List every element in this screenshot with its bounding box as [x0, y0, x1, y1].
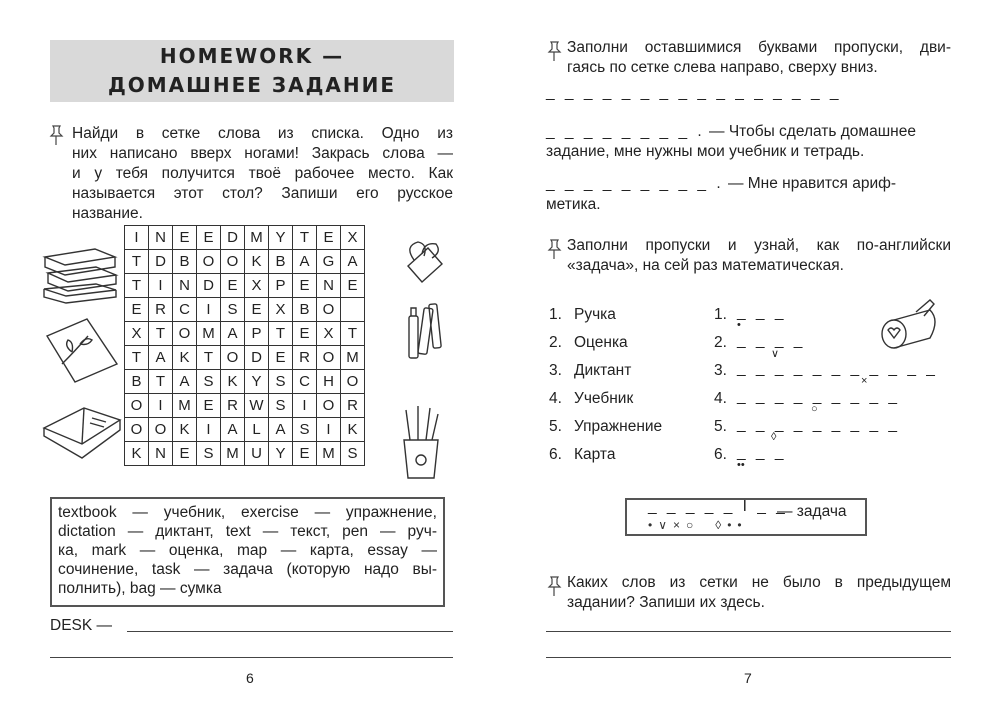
- grid-cell[interactable]: M: [197, 322, 221, 346]
- grid-cell[interactable]: I: [197, 298, 221, 322]
- grid-cell[interactable]: X: [341, 226, 365, 250]
- answer-symbols: [648, 518, 748, 532]
- grid-cell[interactable]: X: [269, 298, 293, 322]
- task1-line: Заполни оставшимися буквами пропуски, дви-: [567, 39, 951, 56]
- answer-number: 5.: [714, 418, 727, 435]
- grid-cell[interactable]: P: [269, 274, 293, 298]
- instruction-line: них написано вверх ногами! Закрась слова —: [72, 145, 453, 162]
- fill-blanks[interactable]: _ _ _ _ _ _ _ _ _ .: [546, 175, 724, 192]
- grid-row: [125, 442, 365, 466]
- letter-marker: ◊: [771, 431, 777, 443]
- pushpin-icon: [545, 238, 563, 260]
- grid-cell[interactable]: C: [293, 370, 317, 394]
- grid-cell[interactable]: T: [125, 274, 149, 298]
- grid-cell[interactable]: T: [125, 250, 149, 274]
- grid-cell[interactable]: T: [149, 322, 173, 346]
- symbol-x: ×: [673, 518, 687, 532]
- grid-cell[interactable]: A: [341, 250, 365, 274]
- grid-cell[interactable]: E: [221, 274, 245, 298]
- vocab-line: ка, mark — оценка, map — карта, essay —: [58, 542, 437, 559]
- answer-blanks[interactable]: _ _ _ _: [737, 332, 806, 349]
- grid-cell[interactable]: N: [317, 274, 341, 298]
- grid-cell[interactable]: E: [317, 226, 341, 250]
- task3-text: [567, 573, 951, 613]
- grid-cell[interactable]: C: [173, 298, 197, 322]
- instruction-line: название.: [72, 205, 143, 222]
- answer-blanks[interactable]: _ _ _: [737, 444, 787, 461]
- word-number: 4.: [549, 390, 562, 407]
- word-number: 5.: [549, 418, 562, 435]
- grid-cell[interactable]: K: [341, 418, 365, 442]
- grid-cell[interactable]: T: [149, 370, 173, 394]
- grid-cell[interactable]: E: [293, 442, 317, 466]
- grid-cell[interactable]: Y: [269, 226, 293, 250]
- instruction-line: называется этот стол? Запиши его русское: [72, 185, 453, 202]
- grid-cell[interactable]: S: [197, 370, 221, 394]
- pencil-case-icon: [876, 298, 946, 353]
- grid-cell[interactable]: A: [221, 322, 245, 346]
- grid-cell[interactable]: N: [173, 274, 197, 298]
- grid-cell[interactable]: W: [245, 394, 269, 418]
- grid-cell[interactable]: O: [317, 394, 341, 418]
- grid-cell[interactable]: E: [341, 274, 365, 298]
- grid-cell[interactable]: R: [341, 394, 365, 418]
- answer-line[interactable]: [546, 657, 951, 658]
- grid-cell[interactable]: E: [197, 394, 221, 418]
- grid-cell[interactable]: D: [197, 274, 221, 298]
- pencil-cup-icon: [398, 402, 443, 482]
- grid-cell[interactable]: O: [125, 418, 149, 442]
- instruction-line: Найди в сетке слова из списка. Одно из: [72, 125, 453, 142]
- page-number-left: 6: [246, 670, 254, 686]
- grid-cell[interactable]: H: [317, 370, 341, 394]
- vocab-line: сочинение, task — задача (которую надо вы-: [58, 561, 437, 578]
- answer-number: 1.: [714, 306, 727, 323]
- grid-cell[interactable]: D: [245, 346, 269, 370]
- grid-cell[interactable]: S: [197, 442, 221, 466]
- answer-number: 2.: [714, 334, 727, 351]
- grid-cell[interactable]: S: [293, 418, 317, 442]
- title-line-2: ДОМАШНЕЕ ЗАДАНИЕ: [107, 73, 397, 97]
- symbol-diamond: ◊: [715, 518, 728, 532]
- grid-cell[interactable]: K: [245, 250, 269, 274]
- grid-cell[interactable]: O: [149, 418, 173, 442]
- letter-marker: ×: [861, 375, 868, 387]
- word-number: 3.: [549, 362, 562, 379]
- answer-blanks[interactable]: _ _ _: [737, 304, 787, 321]
- grid-cell[interactable]: K: [125, 442, 149, 466]
- grid-cell[interactable]: K: [173, 346, 197, 370]
- symbol-double-dot: ••: [727, 518, 748, 532]
- grid-row: [125, 274, 365, 298]
- fill-line-5: метика.: [546, 196, 601, 213]
- grid-cell[interactable]: O: [341, 370, 365, 394]
- grid-cell[interactable]: T: [197, 346, 221, 370]
- letter-marker: ••: [737, 459, 745, 471]
- grid-cell[interactable]: O: [173, 322, 197, 346]
- desk-answer-line[interactable]: [127, 631, 453, 632]
- grid-cell[interactable]: T: [293, 226, 317, 250]
- pushpin-icon: [545, 575, 563, 597]
- title-line-1: HOMEWORK —: [159, 44, 345, 68]
- task3-line: задании? Запиши их здесь.: [567, 594, 765, 611]
- grid-cell[interactable]: O: [221, 250, 245, 274]
- binder-clip-icon: [402, 238, 447, 288]
- pushpin-icon: [545, 40, 563, 62]
- markers-icon: [404, 298, 444, 363]
- grid-cell[interactable]: R: [221, 394, 245, 418]
- answer-blanks[interactable]: _ _ _ _ _ _ _ _ _ _ _: [737, 360, 938, 377]
- grid-cell[interactable]: E: [197, 226, 221, 250]
- grid-cell[interactable]: G: [317, 250, 341, 274]
- grid-cell[interactable]: P: [245, 322, 269, 346]
- grid-cell[interactable]: L: [245, 418, 269, 442]
- task3-line: Каких слов из сетки не было в предыдущем: [567, 574, 951, 591]
- grid-cell[interactable]: D: [149, 250, 173, 274]
- grid-cell[interactable]: B: [293, 298, 317, 322]
- task2-line: Заполни пропуски и узнай, как по-английски: [567, 237, 951, 254]
- grid-cell[interactable]: O: [197, 250, 221, 274]
- grid-cell[interactable]: K: [173, 418, 197, 442]
- grid-cell[interactable]: I: [317, 418, 341, 442]
- vocab-line: textbook — учебник, exercise — упражнение,: [58, 504, 437, 521]
- grid-cell[interactable]: E: [173, 226, 197, 250]
- grid-cell[interactable]: A: [149, 346, 173, 370]
- vocabulary-box: [50, 497, 445, 607]
- grid-cell[interactable]: D: [221, 226, 245, 250]
- grid-cell[interactable]: K: [221, 370, 245, 394]
- grid-cell[interactable]: M: [341, 346, 365, 370]
- grid-row: [125, 370, 365, 394]
- grid-cell[interactable]: N: [149, 226, 173, 250]
- instruction-text: [72, 124, 453, 224]
- grid-cell[interactable]: A: [293, 250, 317, 274]
- grid-cell[interactable]: E: [245, 298, 269, 322]
- grid-row: [125, 322, 365, 346]
- grid-cell[interactable]: B: [173, 250, 197, 274]
- task1-line: гаясь по сетке слева направо, сверху вниз.: [567, 59, 878, 76]
- answer-blanks[interactable]: _ _ _ _ _ I _ _: [648, 498, 788, 515]
- grid-cell[interactable]: E: [293, 322, 317, 346]
- vocab-line: полнить), bag — сумка: [58, 580, 222, 597]
- answer-number: 4.: [714, 390, 727, 407]
- grid-cell[interactable]: Y: [269, 442, 293, 466]
- grid-cell[interactable]: O: [125, 394, 149, 418]
- pushpin-icon: [47, 124, 65, 146]
- grid-cell[interactable]: X: [245, 274, 269, 298]
- grid-row: [125, 250, 365, 274]
- instruction-line: и у тебя получится твоё рабочее место. Как: [72, 165, 453, 182]
- grid-cell[interactable]: E: [125, 298, 149, 322]
- answer-line[interactable]: [50, 657, 453, 658]
- grid-cell[interactable]: B: [125, 370, 149, 394]
- answer-label: — задача: [777, 503, 847, 520]
- grid-cell[interactable]: E: [269, 346, 293, 370]
- grid-cell[interactable]: [341, 298, 365, 322]
- grid-row: [125, 394, 365, 418]
- grid-cell[interactable]: R: [149, 298, 173, 322]
- grid-cell[interactable]: R: [293, 346, 317, 370]
- grid-cell[interactable]: O: [317, 298, 341, 322]
- word-search-grid: [124, 225, 365, 466]
- grid-cell[interactable]: E: [293, 274, 317, 298]
- answer-blanks[interactable]: _ _ _ _ _ _ _ _ _: [737, 388, 901, 405]
- open-book-icon: [40, 400, 125, 465]
- letter-marker: ∨: [771, 348, 780, 360]
- grid-cell[interactable]: A: [173, 370, 197, 394]
- symbol-dot: •: [648, 518, 659, 532]
- letter-marker: •: [737, 319, 741, 331]
- grid-cell[interactable]: B: [269, 250, 293, 274]
- grid-cell[interactable]: M: [173, 394, 197, 418]
- fill-blanks[interactable]: _ _ _ _ _ _ _ _ .: [546, 123, 705, 140]
- grid-cell[interactable]: E: [173, 442, 197, 466]
- plant-card-icon: [44, 316, 120, 386]
- word-number: 6.: [549, 446, 562, 463]
- fill-line-4: [546, 175, 896, 193]
- symbol-circle: ○: [686, 518, 700, 532]
- grid-cell[interactable]: X: [317, 322, 341, 346]
- fill-line-3: задание, мне нужны мои учебник и тетрадь.: [546, 143, 865, 160]
- grid-cell[interactable]: X: [125, 322, 149, 346]
- page-number-right: 7: [744, 670, 752, 686]
- grid-cell[interactable]: O: [221, 346, 245, 370]
- answer-number: 3.: [714, 362, 727, 379]
- word-number: 1.: [549, 306, 562, 323]
- grid-cell[interactable]: T: [269, 322, 293, 346]
- grid-row: [125, 298, 365, 322]
- fill-line-1[interactable]: _ _ _ _ _ _ _ _ _ _ _ _ _ _ _ _: [546, 84, 842, 101]
- fill-text: — Чтобы сделать домашнее: [709, 123, 916, 140]
- grid-cell[interactable]: M: [317, 442, 341, 466]
- page-title-box: [50, 40, 454, 102]
- task2-line: «задача», на сей раз математическая.: [567, 257, 844, 274]
- grid-cell[interactable]: T: [125, 346, 149, 370]
- desk-answer-label: DESK —: [50, 617, 113, 634]
- grid-cell[interactable]: Y: [245, 370, 269, 394]
- grid-cell[interactable]: A: [221, 418, 245, 442]
- grid-cell[interactable]: A: [269, 418, 293, 442]
- grid-cell[interactable]: S: [221, 298, 245, 322]
- answer-blanks[interactable]: _ _ _ _ _ _ _ _ _: [737, 416, 901, 433]
- grid-row: [125, 226, 365, 250]
- grid-cell[interactable]: M: [221, 442, 245, 466]
- task2-text: [567, 236, 951, 276]
- grid-row: [125, 418, 365, 442]
- grid-cell[interactable]: I: [149, 274, 173, 298]
- grid-cell[interactable]: N: [149, 442, 173, 466]
- grid-cell[interactable]: M: [245, 226, 269, 250]
- word-russian: Учебник: [574, 390, 634, 407]
- grid-cell[interactable]: I: [293, 394, 317, 418]
- grid-cell[interactable]: U: [245, 442, 269, 466]
- grid-cell[interactable]: O: [317, 346, 341, 370]
- answer-line[interactable]: [546, 631, 951, 632]
- grid-cell[interactable]: I: [125, 226, 149, 250]
- answer-number: 6.: [714, 446, 727, 463]
- grid-cell[interactable]: S: [269, 370, 293, 394]
- word-russian: Диктант: [574, 362, 632, 379]
- word-number: 2.: [549, 334, 562, 351]
- grid-cell[interactable]: S: [341, 442, 365, 466]
- grid-cell[interactable]: I: [197, 418, 221, 442]
- word-russian: Ручка: [574, 306, 616, 323]
- fill-line-2: [546, 123, 916, 141]
- grid-cell[interactable]: I: [149, 394, 173, 418]
- grid-row: [125, 346, 365, 370]
- word-russian: Карта: [574, 446, 616, 463]
- grid-cell[interactable]: S: [269, 394, 293, 418]
- vocab-line: dictation — диктант, text — текст, pen — руч-: [58, 523, 437, 540]
- symbol-v: ∨: [658, 518, 673, 532]
- fill-text: — Мне нравится ариф-: [727, 175, 897, 192]
- word-russian: Упражнение: [574, 418, 663, 435]
- task1-text: [567, 38, 951, 78]
- books-stack-icon: [40, 245, 120, 305]
- letter-marker: ○: [811, 403, 818, 415]
- word-russian: Оценка: [574, 334, 628, 351]
- grid-cell[interactable]: T: [341, 322, 365, 346]
